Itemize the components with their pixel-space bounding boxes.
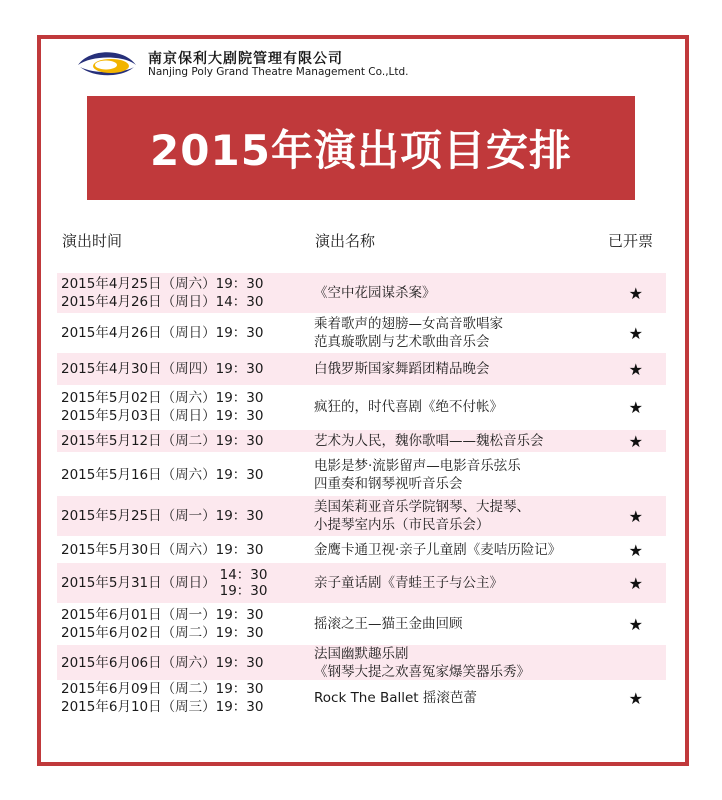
show-time-line: 2015年6月10日（周三）19：30 bbox=[61, 699, 264, 715]
table-row bbox=[57, 387, 666, 427]
show-name-line: 电影是梦·流影留声—电影音乐弦乐 bbox=[314, 458, 521, 474]
ticket-open-star-icon: ★ bbox=[628, 359, 643, 379]
ticket-open-star-icon: ★ bbox=[628, 688, 643, 708]
header-time: 演出时间 bbox=[62, 232, 123, 250]
table-row bbox=[57, 353, 666, 385]
show-time-line: 2015年6月02日（周二）19：30 bbox=[61, 625, 264, 641]
company-name-cn: 南京保利大剧院管理有限公司 bbox=[148, 51, 343, 67]
header-sold: 已开票 bbox=[608, 232, 654, 250]
show-name bbox=[314, 430, 634, 452]
show-time-line: 2015年6月09日（周二）19：30 bbox=[61, 681, 264, 697]
show-name bbox=[314, 273, 634, 313]
show-name bbox=[314, 678, 634, 718]
show-name bbox=[314, 455, 634, 495]
show-time bbox=[61, 353, 296, 385]
show-name bbox=[314, 496, 634, 536]
show-name-line: 美国茱莉亚音乐学院钢琴、大提琴、 bbox=[314, 499, 530, 515]
show-time-line: 2015年6月06日（周六）19：30 bbox=[61, 654, 264, 671]
show-name-line: 乘着歌声的翅膀—女高音歌唱家 bbox=[314, 316, 503, 332]
show-name-line: 金鹰卡通卫视·亲子儿童剧《麦咭历险记》 bbox=[314, 542, 562, 558]
ticket-open-star-icon: ★ bbox=[628, 397, 643, 417]
ticket-open-star-icon: ★ bbox=[628, 323, 643, 343]
show-name-line: 范真璇歌剧与艺术歌曲音乐会 bbox=[314, 334, 490, 350]
company-name-en: Nanjing Poly Grand Theatre Management Co.,Ltd. bbox=[148, 66, 409, 78]
ticket-open-star-icon: ★ bbox=[628, 506, 643, 526]
table-row bbox=[57, 604, 666, 644]
show-time-line: 19：30 bbox=[219, 583, 268, 599]
table-row bbox=[57, 645, 666, 680]
show-time-line: 2015年5月30日（周六）19：30 bbox=[61, 542, 264, 558]
show-name-line: Rock The Ballet 摇滚芭蕾 bbox=[314, 690, 477, 706]
table-row bbox=[57, 315, 666, 351]
show-time bbox=[61, 563, 296, 603]
show-time-line: 2015年5月25日（周一）19：30 bbox=[61, 508, 264, 524]
show-name-line: 《空中花园谋杀案》 bbox=[314, 285, 436, 301]
company-header bbox=[76, 46, 436, 86]
header-name: 演出名称 bbox=[315, 232, 376, 250]
show-date: 2015年5月31日（周日） bbox=[61, 575, 216, 591]
show-time bbox=[61, 538, 296, 562]
show-time-line: 14：30 bbox=[219, 567, 268, 583]
show-time-line: 2015年6月01日（周一）19：30 bbox=[61, 607, 264, 623]
show-time bbox=[61, 455, 296, 495]
show-name bbox=[314, 645, 634, 680]
page-title: 2015年演出项目安排 bbox=[150, 126, 572, 175]
ticket-open-star-icon: ★ bbox=[628, 573, 643, 593]
table-row bbox=[57, 496, 666, 536]
table-row bbox=[57, 430, 666, 452]
ticket-open-star-icon: ★ bbox=[628, 614, 643, 634]
show-name-line: 亲子童话剧《青蛙王子与公主》 bbox=[314, 575, 503, 591]
ticket-open-star-icon: ★ bbox=[628, 431, 643, 451]
ticket-open-star-icon: ★ bbox=[628, 540, 643, 560]
show-time bbox=[61, 496, 296, 536]
title-banner bbox=[87, 96, 635, 200]
show-name-line: 白俄罗斯国家舞蹈团精品晚会 bbox=[314, 361, 490, 377]
table-row bbox=[57, 678, 666, 718]
show-name bbox=[314, 387, 634, 427]
show-time bbox=[61, 604, 296, 644]
show-time-line: 2015年4月26日（周日）19：30 bbox=[61, 325, 264, 341]
show-time-line: 2015年5月16日（周六）19：30 bbox=[61, 467, 264, 483]
show-name bbox=[314, 538, 634, 562]
show-name bbox=[314, 604, 634, 644]
show-time-line: 2015年4月26日（周日）14：30 bbox=[61, 294, 264, 310]
show-name bbox=[314, 353, 634, 385]
show-time bbox=[61, 678, 296, 718]
show-name-line: 小提琴室内乐（市民音乐会） bbox=[314, 517, 490, 533]
show-name-line: 法国幽默趣乐剧 bbox=[314, 645, 409, 662]
show-name-line: 疯狂的，时代喜剧《绝不付帐》 bbox=[314, 399, 503, 415]
show-time bbox=[61, 645, 296, 680]
show-name-line: 艺术为人民，魏你歌唱——魏松音乐会 bbox=[314, 433, 544, 449]
show-time-line: 2015年5月12日（周二）19：30 bbox=[61, 433, 264, 449]
table-row bbox=[57, 563, 666, 603]
table-row bbox=[57, 538, 666, 562]
table-row bbox=[57, 273, 666, 313]
show-time-line: 2015年5月03日（周日）19：30 bbox=[61, 408, 264, 424]
ticket-open-star-icon: ★ bbox=[628, 283, 643, 303]
show-time bbox=[61, 387, 296, 427]
show-name bbox=[314, 563, 634, 603]
show-time bbox=[61, 273, 296, 313]
show-name bbox=[314, 315, 634, 351]
show-name-line: 四重奏和钢琴视听音乐会 bbox=[314, 476, 463, 492]
show-time bbox=[61, 430, 296, 452]
show-name-line: 摇滚之王—猫王金曲回顾 bbox=[314, 616, 463, 632]
show-time bbox=[61, 315, 296, 351]
show-time-line: 2015年4月25日（周六）19：30 bbox=[61, 276, 264, 292]
show-name-line: 《钢琴大提之欢喜冤家爆笑器乐秀》 bbox=[314, 663, 530, 680]
show-time-line: 2015年4月30日（周四）19：30 bbox=[61, 361, 264, 377]
company-logo-icon bbox=[76, 50, 138, 80]
table-row bbox=[57, 455, 666, 495]
show-time-line: 2015年5月02日（周六）19：30 bbox=[61, 390, 264, 406]
